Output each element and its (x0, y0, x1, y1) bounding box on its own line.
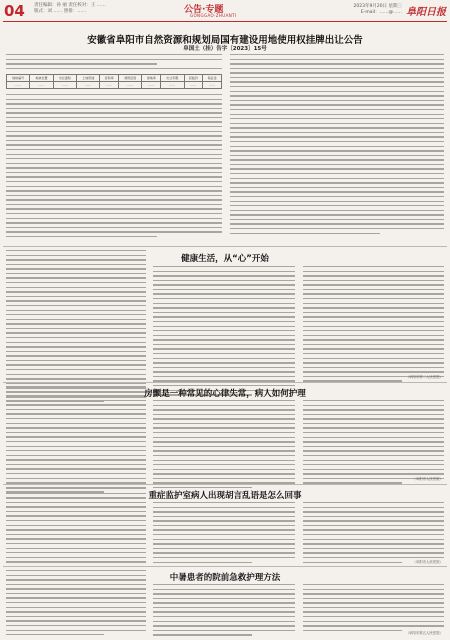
section-subtitle: GONGGAO·ZHUANTI (190, 13, 237, 18)
section-title: 公告·专题 (184, 5, 224, 15)
masthead (0, 0, 450, 22)
column-header: 保证金 (203, 75, 222, 82)
masthead-info (354, 4, 402, 16)
section-divider (3, 382, 447, 383)
article-byline: （阜阳市第二人民医院） (405, 375, 443, 379)
section-divider (3, 246, 447, 247)
issue-date: 2023年9月20日 星期三 (353, 4, 402, 9)
article-column (303, 584, 444, 634)
article-heart-health (3, 248, 447, 382)
article-column (153, 584, 295, 639)
land-parcel-table (6, 74, 222, 89)
announcement-intro (6, 54, 222, 72)
table-cell: …… (119, 82, 142, 89)
column-header: 绿地率 (142, 75, 161, 82)
article-icu-delirium (3, 486, 447, 566)
table-row (7, 82, 222, 89)
article-byline: （阜阳市人民医院） (412, 477, 443, 481)
article-column (153, 400, 295, 492)
meta-line: 版式：刘 …… 照排：…… (34, 9, 87, 14)
article-title: 健康生活，从“心”开始 (181, 254, 269, 264)
table-cell: …… (53, 82, 76, 89)
column-header: 地块编号 (7, 75, 30, 82)
meta-line: 责任编辑：孙 丽 责任校对：王 …… (34, 3, 106, 8)
announcement-number: 阜国土（挂）告字〔2023〕15号 (183, 46, 267, 52)
table-header-row (7, 75, 222, 82)
article-column (303, 266, 444, 385)
email: E-mail：……@…… (360, 10, 402, 15)
article-column (6, 386, 146, 496)
table-cell: …… (100, 82, 119, 89)
table-cell: …… (203, 82, 222, 89)
column-header: 起始价 (184, 75, 203, 82)
table-cell: …… (161, 82, 184, 89)
article-heatstroke (3, 568, 447, 638)
article-column (153, 502, 295, 566)
article-column (303, 400, 444, 487)
article-byline: （阜阳市人民医院） (412, 560, 443, 564)
page-number: 04 (4, 2, 25, 20)
column-header: 地块位置 (30, 75, 53, 82)
article-title: 中暑患者的院前急救护理方法 (169, 573, 281, 583)
column-header: 出让面积 (53, 75, 76, 82)
article-column (153, 266, 295, 399)
masthead-meta (34, 3, 174, 15)
article-title: 房颤是一种常见的心律失常，病人如何护理 (144, 389, 306, 399)
table-cell: …… (77, 82, 100, 89)
column-header: 建筑密度 (119, 75, 142, 82)
announcement-body-left (6, 94, 222, 241)
column-header: 容积率 (100, 75, 119, 82)
table-cell: …… (142, 82, 161, 89)
announcement (3, 22, 447, 246)
column-header: 出让年限 (161, 75, 184, 82)
column-header: 土地用途 (77, 75, 100, 82)
article-title: 重症监护室病人出现胡言乱语是怎么回事 (148, 491, 302, 501)
article-byline: （阜阳市第五人民医院） (405, 631, 443, 635)
table-cell: …… (184, 82, 203, 89)
announcement-body-right (230, 54, 444, 237)
section-divider (3, 566, 447, 567)
article-atrial-fibrillation (3, 384, 447, 484)
table-cell: …… (7, 82, 30, 89)
section-divider (3, 484, 447, 485)
announcement-title: 安徽省阜阳市自然资源和规划局国有建设用地使用权挂牌出让公告 (87, 35, 363, 46)
table-cell: …… (30, 82, 53, 89)
article-column (303, 502, 444, 566)
newspaper-logo: 阜阳日报 (406, 7, 446, 18)
